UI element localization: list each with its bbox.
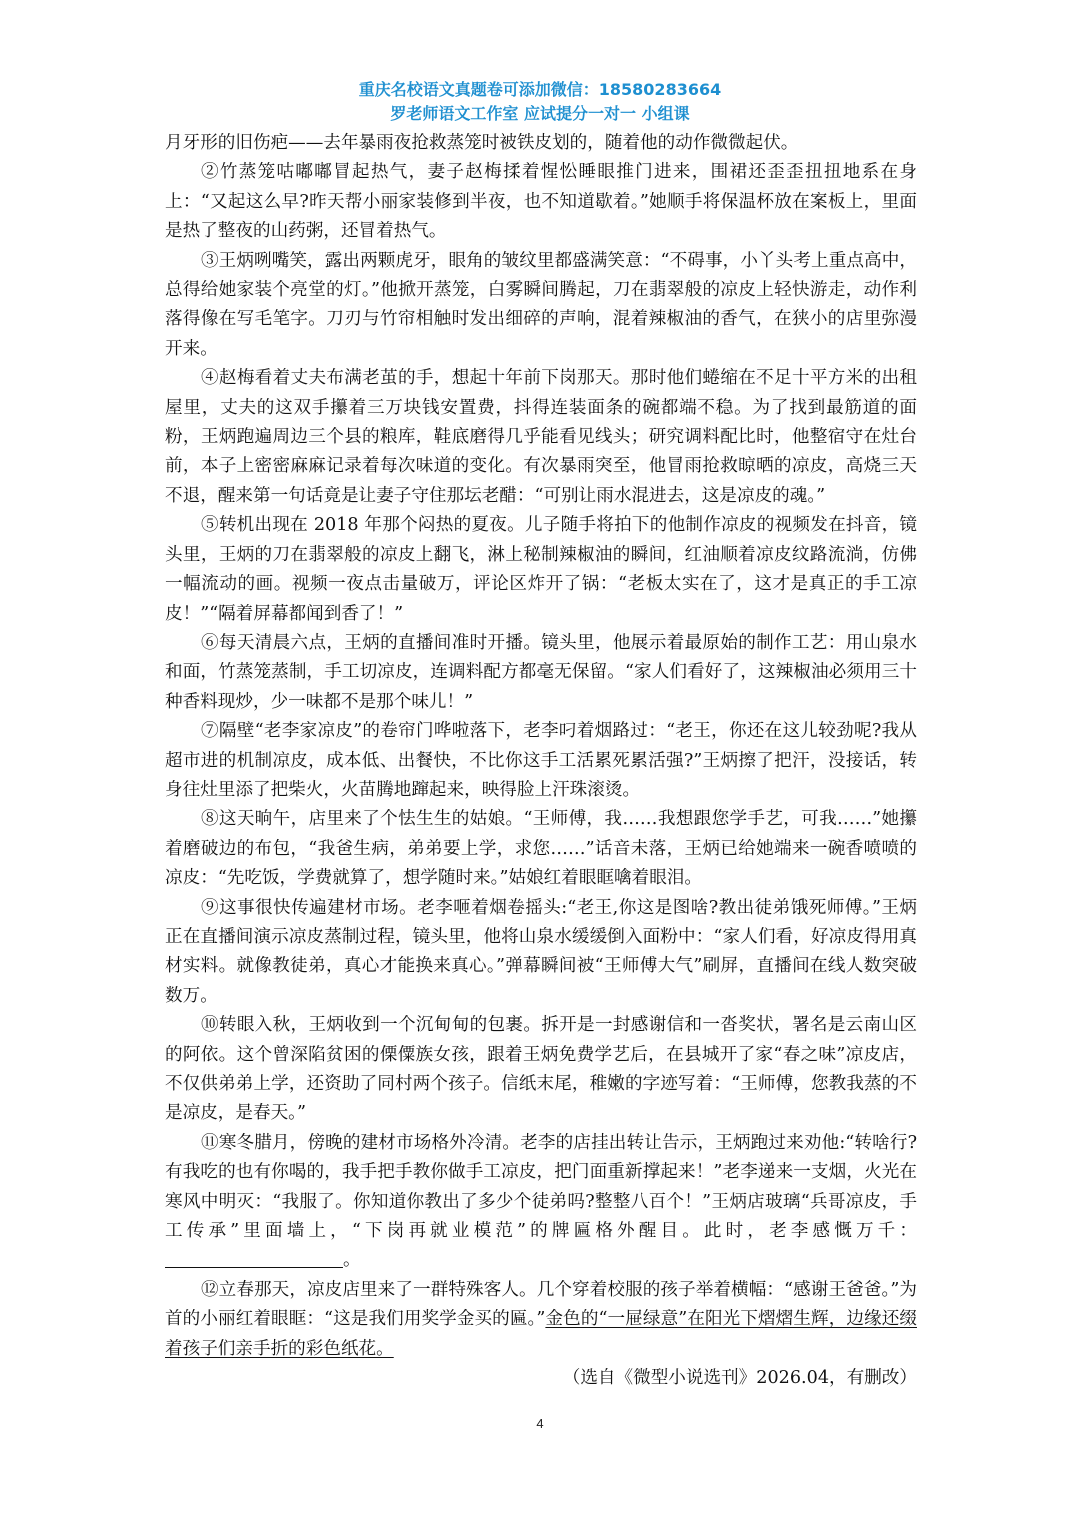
paragraph-4: ④赵梅看着丈夫布满老茧的手，想起十年前下岗那天。那时他们蜷缩在不足十平方米的出租屋里，丈夫的这双手攥着三万块钱安置费，抖得连装面条的碗都端不稳。为了找到最筋道的面粉，王炳跑遍周边三个县的粮库，鞋底磨得几乎能看见线头；研究调料配比时，他整宿守在灶台前，本子上密密麻麻记录着每次味道的变化。有次暴雨突至，他冒雨抢救晾晒的凉皮，高烧三天不退，醒来第一句话竟是让妻子守住那坛老醋：“可别让雨水混进去，这是凉皮的魂。” <box>165 368 917 506</box>
paragraph-6: ⑥每天清晨六点，王炳的直播间准时开播。镜头里，他展示着最原始的制作工艺：用山泉水和面，竹蒸笼蒸制，手工切凉皮，连调料配方都毫无保留。“家人们看好了，这辣椒油必须用三十种香料现炒，少一味都不是那个味儿！” <box>165 632 917 712</box>
paragraph-8: ⑧这天晌午，店里来了个怯生生的姑娘。“王师傅，我……我想跟您学手艺，可我……”她攥着磨破边的布包，“我爸生病，弟弟要上学，求您……”话音未落，王炳已给她端来一碗香喷喷的凉皮：“先吃饭，学费就算了，想学随时来。”姑娘红着眼眶噙着眼泪。 <box>165 809 917 889</box>
paragraph-11 <box>165 1129 917 1276</box>
underlined-sentence: 金色的“一屉绿意”在阳光下熠熠生辉，边缘还缀着孩子们亲手折的彩色纸花。 <box>165 1309 917 1359</box>
paragraph-1-continued: 月牙形的旧伤疤——去年暴雨夜抢救蒸笼时被铁皮划的，随着他的动作微微起伏。 <box>165 133 799 153</box>
header-contact-line: 重庆名校语文真题卷可添加微信：18580283664 <box>358 80 722 99</box>
page-number: 4 <box>536 1416 544 1431</box>
source-citation: （选自《微型小说选刊》2026.04，有删改） <box>562 1368 917 1389</box>
paragraph-12-text: ⑫立春那天，凉皮店里来了一群特殊客人。几个穿着校服的孩子举着横幅：“感谢王爸爸。”为首的小丽红着眼眶：“这是我们用奖学金买的匾。” <box>165 1279 917 1330</box>
paragraph-7: ⑦隔壁“老李家凉皮”的卷帘门哗啦落下，老李叼着烟路过：“老王，你还在这儿较劲呢?我从超市进的机制凉皮，成本低、出餐快，不比你这手工活累死累活强?”王炳擦了把汗，没接话，转身往灶里添了把柴火，火苗腾地蹿起来，映得脸上汗珠滚烫。 <box>165 721 917 800</box>
paragraph-5: ⑤转机出现在 2018 年那个闷热的夏夜。儿子随手将拍下的他制作凉皮的视频发在抖音，镜头里，王炳的刀在翡翠般的凉皮上翻飞，淋上秘制辣椒油的瞬间，红油顺着凉皮纹路流淌，仿佛一幅流动的画。视频一夜点击量破万，评论区炸开了锅：“老板太实在了，这才是真正的手工凉皮！”“隔着屏幕都闻到香了！” <box>165 515 917 624</box>
page-header <box>0 78 1080 126</box>
fill-in-blank[interactable] <box>165 1249 343 1268</box>
paragraph-2: ②竹蒸笼咕嘟嘟冒起热气，妻子赵梅揉着惺忪睡眼推门进来，围裙还歪歪扭扭地系在身上：“又起这么早?昨天帮小丽家装修到半夜，也不知道歇着。”她顺手将保温杯放在案板上，里面是热了整夜的山药粥，还冒着热气。 <box>165 162 917 242</box>
paragraph-3: ③王炳咧嘴笑，露出两颗虎牙，眼角的皱纹里都盛满笑意：“不碍事，小丫头考上重点高中，总得给她家装个亮堂的灯。”他掀开蒸笼，白雾瞬间腾起，刀在翡翠般的凉皮上轻快游走，动作利落得像在写毛笔字。刀刃与竹帘相触时发出细碎的声响，混着辣椒油的香气，在狭小的店里弥漫开来。 <box>165 250 917 359</box>
header-studio-line: 罗老师语文工作室 应试提分一对一 小组课 <box>390 104 690 123</box>
paragraph-11-text: ⑪寒冬腊月，傍晚的建材市场格外冷清。老李的店挂出转让告示，王炳跑过来劝他:“转啥行?有我吃的也有你喝的，我手把手教你做手工凉皮，把门面重新撑起来！”老李递来一支烟，火光在寒风中明灭：“我服了。你知道你教出了多少个徒弟吗?整整八百个！”王炳店玻璃“兵哥凉皮，手工传承”里面墙上，“下岗再就业模范”的牌匾格外醒目。此时，老李感慨万千： <box>165 1132 917 1242</box>
paragraph-11-end: 。 <box>343 1250 361 1271</box>
paragraph-12 <box>165 1276 917 1364</box>
article-body <box>165 129 917 1393</box>
paragraph-9: ⑨这事很快传遍建材市场。老李咂着烟卷摇头:“老王,你这是图啥?教出徒弟饿死师傅。”王炳正在直播间演示凉皮蒸制过程，镜头里，他将山泉水缓缓倒入面粉中：“家人们看，好凉皮得用真材实料。就像教徒弟，真心才能换来真心。”弹幕瞬间被“王师傅大气”刷屏，直播间在线人数突破数万。 <box>165 897 917 1006</box>
paragraph-10: ⑩转眼入秋，王炳收到一个沉甸甸的包裹。拆开是一封感谢信和一沓奖状，署名是云南山区的阿依。这个曾深陷贫困的傈僳族女孩，跟着王炳免费学艺后，在县城开了家“春之味”凉皮店，不仅供弟弟上学，还资助了同村两个孩子。信纸末尾，稚嫩的字迹写着：“王师傅，您教我蒸的不是凉皮，是春天。” <box>165 1015 917 1124</box>
